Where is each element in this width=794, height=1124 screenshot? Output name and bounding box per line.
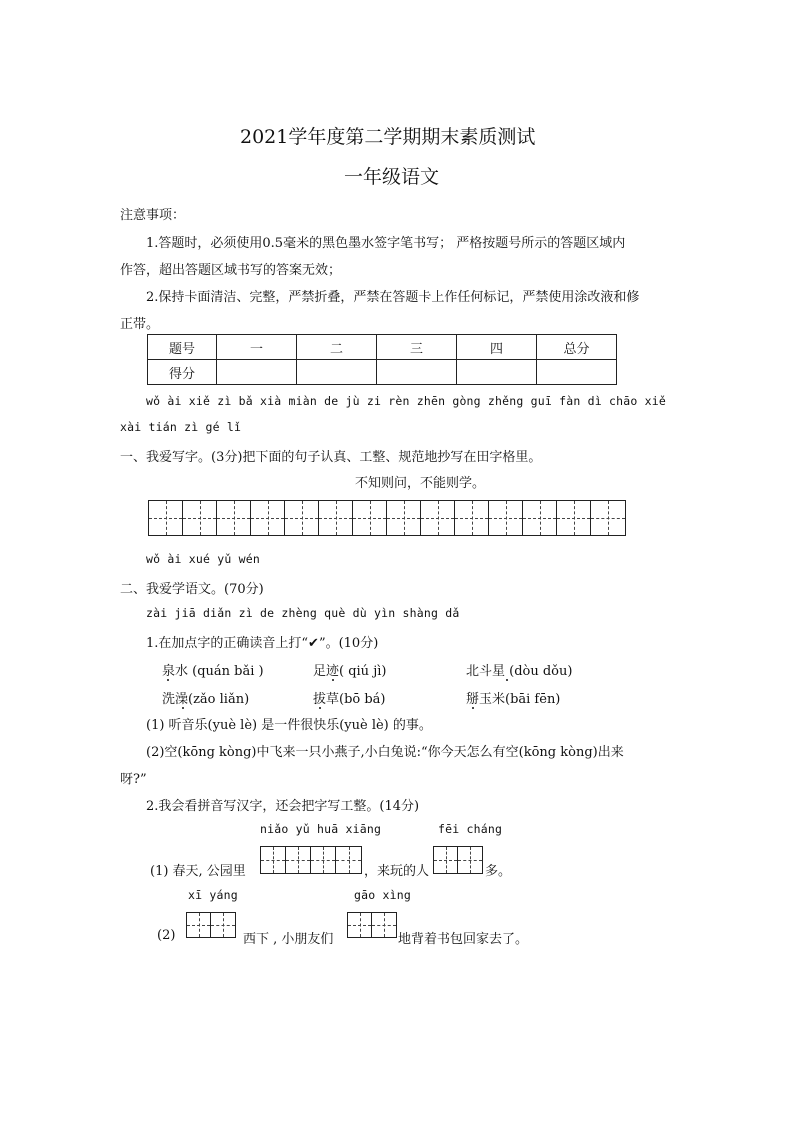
q2-sentence2-part3: 地背着书包回家去了。 <box>398 932 529 947</box>
section2-pinyin: wǒ ài xué yǔ wén <box>146 552 260 566</box>
notice-heading: 注意事项： <box>120 208 186 223</box>
score-header-cell: 总分 <box>537 335 617 360</box>
score-header-cell: 四 <box>457 335 537 360</box>
tian-grid-cell[interactable] <box>489 501 523 535</box>
tian-grid-cell[interactable] <box>455 501 489 535</box>
q2-pinyin-4: gāo xìng <box>354 888 411 902</box>
pinyin-line-1: wǒ ài xiě zì bǎ xià miàn de jù zi rèn zhēn gòng zhěng guī fàn dì chāo xiě <box>146 394 667 408</box>
q2-pinyin-1: niǎo yǔ huā xiāng <box>260 822 382 836</box>
q2-sentence2-part1: (2) <box>157 928 176 943</box>
page-title: 2021学年度第二学期期末素质测试 <box>240 126 536 148</box>
tian-grid-cell[interactable] <box>251 501 285 535</box>
tian-grid-cell[interactable] <box>591 501 625 535</box>
tian-grid-cell[interactable] <box>261 847 286 873</box>
copy-writing-grid[interactable] <box>148 500 626 536</box>
emphasis-dot <box>182 707 184 709</box>
tian-grid-cell[interactable] <box>387 501 421 535</box>
notice-item2-line1: 2.保持卡面清洁、完整，严禁折叠，严禁在答题卡上作任何标记，严禁使用涂改液和修 <box>146 290 640 305</box>
section1-heading: 一、我爱写字。(3分)把下面的句子认真、工整、规范地抄写在田字格里。 <box>120 450 542 465</box>
q1-item: 洗澡(zǎo liǎn) <box>162 692 250 707</box>
q2-sentence2-part2: 西下 , 小朋友们 <box>243 932 334 947</box>
page-subtitle: 一年级语文 <box>344 166 440 188</box>
q2-sentence1-part2: ，来玩的人 <box>364 864 430 879</box>
emphasis-dot <box>506 679 508 681</box>
tian-grid-cell[interactable] <box>187 913 211 937</box>
tian-grid-cell[interactable] <box>211 913 235 937</box>
score-header-cell: 二 <box>297 335 377 360</box>
tian-grid-cell[interactable] <box>183 501 217 535</box>
score-table-header-row <box>148 335 617 360</box>
score-input-cell[interactable] <box>537 360 617 385</box>
score-row-label: 得分 <box>148 360 217 385</box>
q2-pinyin-2: fēi cháng <box>438 822 503 836</box>
tian-grid-cell[interactable] <box>434 847 458 873</box>
tian-grid-cell[interactable] <box>557 501 591 535</box>
emphasis-dot <box>319 707 321 709</box>
tian-grid-cell[interactable] <box>217 501 251 535</box>
score-header-cell: 三 <box>377 335 457 360</box>
answer-grid-feichang[interactable] <box>433 846 483 874</box>
q2-prompt: 2.我会看拼音写汉字，还会把字写工整。(14分) <box>146 799 420 814</box>
answer-grid-xiyang[interactable] <box>186 912 236 938</box>
q1-item: 掰玉米(bāi fēn) <box>466 692 561 707</box>
tian-grid-cell[interactable] <box>523 501 557 535</box>
tian-grid-cell[interactable] <box>319 501 353 535</box>
tian-grid-cell[interactable] <box>348 913 372 937</box>
notice-item1-line2: 作答，超出答题区域书写的答案无效； <box>120 263 342 278</box>
q2-sentence1-part3: 多。 <box>485 864 512 879</box>
score-table <box>147 334 617 385</box>
notice-item1-line1: 1.答题时，必须使用0.5毫米的黑色墨水签字笔书写； 严格按题号所示的答题区域内 <box>146 236 626 251</box>
tian-grid-cell[interactable] <box>421 501 455 535</box>
q1-pinyin: zài jiā diǎn zì de zhèng què dù yìn shàng dǎ <box>146 606 460 620</box>
score-header-cell: 一 <box>217 335 297 360</box>
section1-sentence: 不知则问，不能则学。 <box>355 476 486 491</box>
section2-heading: 二、我爱学语文。(70分) <box>120 582 264 597</box>
notice-item2-line2: 正带。 <box>120 317 160 332</box>
score-table-score-row <box>148 360 617 385</box>
emphasis-dot <box>332 679 334 681</box>
q1-prompt: 1.在加点字的正确读音上打“✔”。(10分) <box>146 636 379 651</box>
tian-grid-cell[interactable] <box>285 501 319 535</box>
answer-grid-gaoxing[interactable] <box>347 912 397 938</box>
q1-line5: 呀?” <box>120 772 147 787</box>
score-input-cell[interactable] <box>297 360 377 385</box>
q1-item: 足迹( qiú jì) <box>313 664 387 679</box>
tian-grid-cell[interactable] <box>311 847 336 873</box>
tian-grid-cell[interactable] <box>372 913 396 937</box>
q1-item: 北斗星 (dòu dǒu) <box>466 664 573 679</box>
score-input-cell[interactable] <box>457 360 537 385</box>
tian-grid-cell[interactable] <box>149 501 183 535</box>
score-input-cell[interactable] <box>217 360 297 385</box>
q1-line4: (2)空(kōng kòng)中飞来一只小燕子,小白兔说:“你今天怎么有空(kōng kòng)出来 <box>146 745 624 760</box>
tian-grid-cell[interactable] <box>336 847 361 873</box>
tian-grid-cell[interactable] <box>353 501 387 535</box>
score-input-cell[interactable] <box>377 360 457 385</box>
pinyin-line-2: xài tián zì gé lǐ <box>120 420 242 434</box>
tian-grid-cell[interactable] <box>458 847 482 873</box>
answer-grid-niaoyuhuaxiang[interactable] <box>260 846 362 874</box>
q2-sentence1-part1: (1) 春天, 公园里 <box>150 864 246 879</box>
score-header-cell: 题号 <box>148 335 217 360</box>
q1-line3: (1) 听音乐(yuè lè) 是一件很快乐(yuè lè) 的事。 <box>146 718 432 733</box>
tian-grid-cell[interactable] <box>286 847 311 873</box>
emphasis-dot <box>167 679 169 681</box>
emphasis-dot <box>472 707 474 709</box>
q1-item: 泉水 (quán bǎi ) <box>162 664 264 679</box>
q1-item: 拔草(bō bá) <box>313 692 386 707</box>
q2-pinyin-3: xī yáng <box>188 888 238 902</box>
